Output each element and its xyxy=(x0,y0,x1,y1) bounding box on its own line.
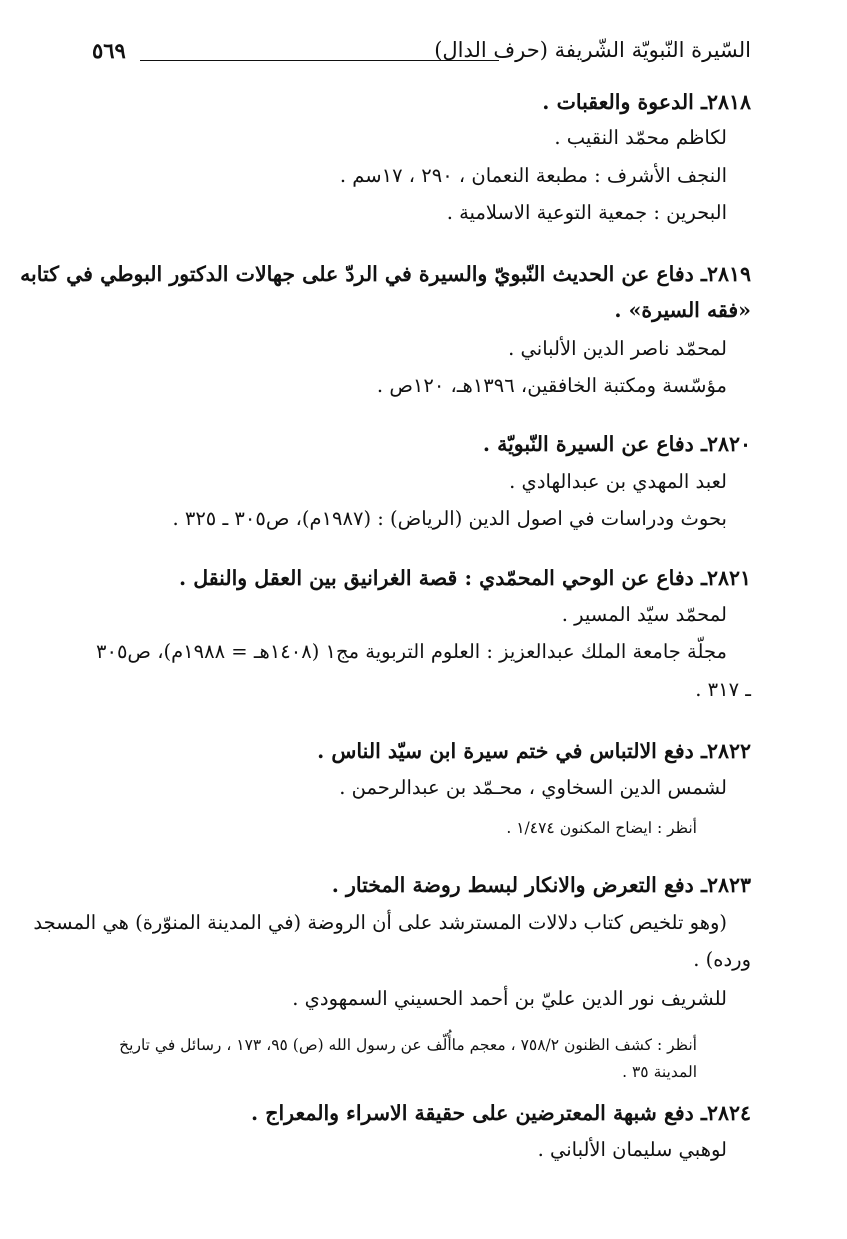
entry-2824-author: لوهبي سليمان الألباني . xyxy=(537,1138,727,1161)
entry-2818-publisher: البحرين : جمعية التوعية الاسلامية . xyxy=(446,201,727,224)
entry-2821-publication: مجلّة جامعة الملك عبدالعزيز : العلوم التربوية مج١ (١٤٠٨هـ = ١٩٨٨م)، ص٣٠٥ xyxy=(96,640,727,663)
entry-2818-author: لكاظم محمّد النقيب . xyxy=(554,126,727,149)
entry-2819-title: ٢٨١٩ـ دفاع عن الحديث النّبويّ والسيرة في الردّ على جهالات الدكتور البوطي في كتابه xyxy=(20,262,751,286)
entry-2819-publication: مؤسّسة ومكتبة الخافقين، ١٣٩٦هـ، ١٢٠ص . xyxy=(376,374,727,397)
entry-2820-author: لعبد المهدي بن عبدالهادي . xyxy=(509,470,727,493)
entry-2824-title: ٢٨٢٤ـ دفع شبهة المعترضين على حقيقة الاسراء والمعراج . xyxy=(250,1101,751,1125)
entry-2823-author: للشريف نور الدين عليّ بن أحمد الحسيني السمهودي . xyxy=(292,987,727,1010)
entry-2821-author: لمحمّد سيّد المسير . xyxy=(561,603,727,626)
entry-2822-title: ٢٨٢٢ـ دفع الالتباس في ختم سيرة ابن سيّد الناس . xyxy=(317,739,751,763)
entry-2821-publication-cont: ـ ٣١٧ . xyxy=(695,678,751,701)
entry-2823-reference: أنظر : كشف الظنون ٧٥٨/٢ ، معجم ماأُلّف عن رسول الله (ص) ٩٥، ١٧٣ ، رسائل في تاريخ xyxy=(119,1036,697,1054)
entry-2819-title-cont: «فقه السيرة» . xyxy=(614,298,751,322)
entry-2821-title: ٢٨٢١ـ دفاع عن الوحي المحمّدي : قصة الغرانيق بين العقل والنقل . xyxy=(178,566,751,590)
entry-2819-author: لمحمّد ناصر الدين الألباني . xyxy=(508,337,727,360)
header-rule xyxy=(140,60,499,61)
entry-2818-title: ٢٨١٨ـ الدعوة والعقبات . xyxy=(542,90,751,114)
running-title: السّيرة النّبويّة الشّريفة (حرف الدال) xyxy=(434,38,751,62)
entry-2820-publication: بحوث ودراسات في اصول الدين (الرياض) : (١٩٨٧م)، ص٣٠٥ ـ ٣٢٥ . xyxy=(172,507,727,530)
entry-2823-reference-cont: المدينة ٣٥ . xyxy=(622,1063,697,1081)
entry-2822-author: لشمس الدين السخاوي ، محـمّد بن عبدالرحمن . xyxy=(339,776,727,799)
entry-2823-description: (وهو تلخيص كتاب دلالات المسترشد على أن الروضة (في المدينة المنوّرة) هي المسجد xyxy=(33,911,727,934)
entry-2820-title: ٢٨٢٠ـ دفاع عن السيرة النّبويّة . xyxy=(482,432,751,456)
entry-2823-title: ٢٨٢٣ـ دفع التعرض والانكار لبسط روضة المختار . xyxy=(331,873,751,897)
entry-2818-publication: النجف الأشرف : مطبعة النعمان ، ٢٩٠ ، ١٧سم . xyxy=(339,164,727,187)
page-number: ٥٦٩ xyxy=(92,38,126,63)
entry-2822-reference: أنظر : ايضاح المكنون ١/٤٧٤ . xyxy=(506,819,697,837)
page-header xyxy=(92,38,751,72)
entry-2823-description-cont: ورده) . xyxy=(693,948,751,971)
